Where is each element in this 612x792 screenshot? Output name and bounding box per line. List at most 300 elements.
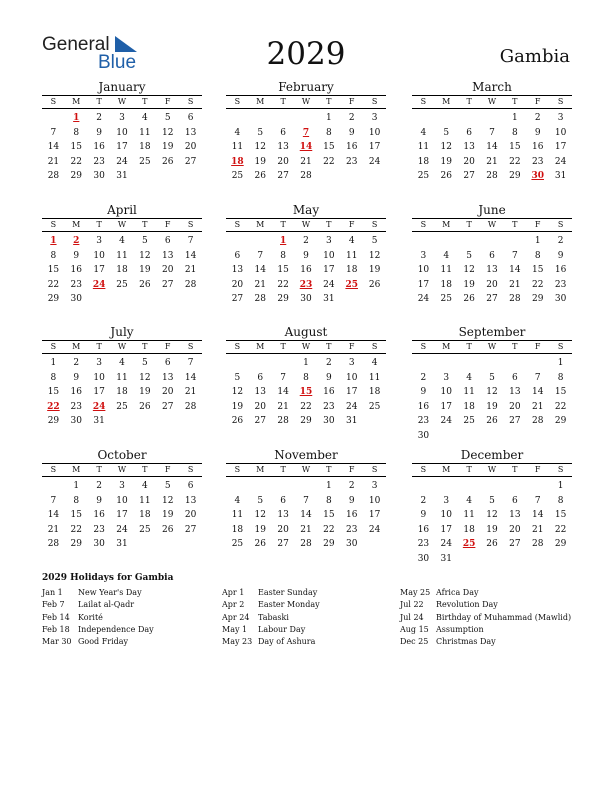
weekday-label: F [164,465,171,474]
day-empty [503,234,526,249]
day: 13 [486,265,498,275]
holiday-date: Aug 15 [400,624,429,634]
month-december [412,447,572,566]
day: 27 [184,524,197,535]
day: 18 [231,524,244,535]
day: 23 [93,156,105,167]
holiday-day: 22 [47,401,60,412]
day: 25 [440,294,452,304]
day: 5 [371,236,378,246]
day: 16 [323,387,335,397]
weekday-label: T [142,465,148,474]
holiday-name: Easter Sunday [258,588,318,597]
weekday-label: F [164,220,171,229]
day: 22 [323,524,335,535]
day: 21 [184,265,197,275]
day: 3 [443,372,450,383]
weekday-label: S [557,220,564,229]
day: 27 [161,279,174,290]
month-february [226,79,386,184]
day: 6 [280,495,286,506]
day: 29 [277,294,289,304]
day: 4 [348,236,355,246]
month-january [42,79,202,184]
holiday-date: Feb 18 [42,624,70,634]
day: 16 [554,265,567,275]
day: 11 [368,372,381,383]
day: 29 [554,416,567,426]
day: 28 [531,416,544,426]
calendar-year: 2029 [266,36,346,72]
day: 19 [161,142,174,152]
day: 16 [93,510,105,520]
day: 1 [73,481,80,491]
day: 10 [417,265,430,275]
holiday-day: 2 [73,236,80,246]
day: 22 [70,156,82,167]
day: 26 [254,539,266,549]
day-empty [526,479,549,494]
day: 5 [257,127,264,138]
day: 13 [277,510,289,520]
day: 13 [509,510,521,520]
month-march [412,79,572,184]
holiday-column [42,587,154,648]
day: 20 [161,265,174,275]
day: 13 [277,142,289,152]
day: 20 [254,401,266,412]
day: 6 [489,250,495,261]
day: 27 [231,294,244,304]
day: 11 [139,495,151,506]
weekday-label: F [348,465,355,474]
day: 28 [300,539,312,549]
day: 21 [277,401,289,412]
day: 11 [463,387,475,397]
weekday-label: S [50,465,57,474]
day: 11 [463,510,475,520]
day: 26 [486,539,498,549]
weekday-label: F [164,342,171,351]
day: 26 [161,156,174,167]
day: 14 [300,510,312,520]
weekday-label: M [72,465,81,474]
holiday-day: 1 [280,236,287,246]
holiday-day: 7 [302,127,310,138]
day-grid [226,111,386,184]
day: 13 [463,142,475,152]
day: 26 [463,294,475,304]
holiday-name: Birthday of Muhammad (Mawlid) [436,612,572,622]
day: 28 [509,294,521,304]
weekday-label: M [72,342,81,351]
day: 2 [96,113,102,123]
month-august [226,324,386,429]
day: 8 [73,495,80,506]
weekday-label: T [326,220,332,229]
day: 16 [93,142,105,152]
weekday-label: F [348,220,355,229]
day: 21 [300,156,312,167]
weekday-label: S [50,220,57,229]
day-empty [412,479,435,494]
day: 19 [486,401,498,412]
day: 13 [184,127,197,138]
month-may [226,202,386,307]
day: 25 [231,171,244,181]
day: 25 [368,401,381,412]
month-november [226,447,386,552]
day: 28 [47,539,60,549]
holiday-name: Easter Monday [258,600,320,610]
day: 6 [511,372,518,383]
day: 7 [534,495,541,506]
day: 21 [184,387,197,397]
day: 7 [50,495,57,506]
day: 30 [417,430,430,441]
day: 8 [280,250,286,261]
holiday-name: Day of Ashura [258,637,316,647]
day: 14 [184,372,197,383]
holiday-date: Jan 1 [42,588,63,597]
weekday-label: M [442,220,451,229]
day: 4 [234,495,241,506]
day: 24 [116,524,128,535]
weekday-label: W [487,220,497,229]
weekday-label: M [442,342,451,351]
day: 21 [254,279,266,290]
weekday-label: W [117,220,127,229]
day: 9 [420,387,427,397]
day: 25 [116,401,128,412]
day-empty [435,111,458,126]
weekday-header [226,95,386,109]
day-empty [272,111,295,126]
day: 26 [486,416,498,426]
day-empty [458,111,481,126]
holiday-date: Dec 25 [400,637,429,647]
day: 3 [325,236,332,246]
day: 26 [368,279,381,290]
day-empty [458,356,481,371]
day: 25 [231,539,244,549]
day: 28 [531,539,544,549]
day: 17 [368,142,381,152]
weekday-label: M [256,465,265,474]
day: 14 [486,142,498,152]
weekday-label: S [50,97,57,106]
day: 25 [116,279,128,290]
day: 19 [440,156,452,167]
day: 8 [511,127,518,138]
month-title: December [460,448,524,462]
day: 12 [486,510,498,520]
holiday-day: 30 [531,171,544,181]
day: 29 [509,171,521,181]
day: 5 [257,495,264,506]
weekday-label: W [301,220,311,229]
day: 2 [73,358,80,368]
day: 7 [280,372,286,383]
holiday-item [42,636,154,648]
weekday-label: S [187,220,194,229]
day: 1 [325,113,332,123]
day: 18 [116,387,128,397]
day: 11 [231,510,244,520]
weekday-label: S [371,342,378,351]
day: 12 [368,250,381,261]
weekday-label: W [117,97,127,106]
day: 27 [184,156,197,167]
holiday-name: Africa Day [436,588,479,597]
day: 13 [161,250,174,261]
day: 21 [486,156,498,167]
day: 12 [486,387,498,397]
weekday-label: T [96,465,102,474]
holiday-day: 1 [73,113,80,123]
day: 22 [47,279,60,290]
day: 25 [463,416,475,426]
day: 21 [531,401,544,412]
weekday-label: F [534,220,541,229]
day: 13 [254,387,266,397]
day: 14 [531,387,544,397]
day: 13 [161,372,174,383]
weekday-label: T [326,342,332,351]
day: 4 [234,127,241,138]
day: 31 [93,416,105,426]
holiday-name: Revolution Day [436,600,498,610]
weekday-label: W [117,342,127,351]
weekday-label: S [234,465,241,474]
day-empty [435,356,458,371]
day: 24 [368,156,381,167]
day-empty [226,111,249,126]
day: 1 [325,481,332,491]
weekday-label: T [466,97,472,106]
day: 29 [300,416,312,426]
day: 9 [96,127,102,138]
day: 28 [184,401,197,412]
day: 8 [534,250,541,261]
day: 4 [420,127,427,138]
day: 22 [554,401,567,412]
holiday-list [42,573,582,647]
day-empty [249,234,272,249]
day: 25 [139,524,151,535]
day-empty [249,479,272,494]
weekday-label: T [96,342,102,351]
holiday-date: May 23 [222,637,253,647]
day: 18 [345,265,358,275]
weekday-label: S [371,220,378,229]
day: 17 [368,510,381,520]
day: 4 [371,358,378,368]
day-empty [249,111,272,126]
weekday-label: S [371,465,378,474]
day: 4 [119,358,125,368]
day: 1 [534,236,541,246]
day: 21 [47,524,60,535]
day-empty [412,111,435,126]
holiday-item [222,612,320,624]
weekday-label: T [96,97,102,106]
day: 19 [368,265,381,275]
day: 20 [509,524,521,535]
day: 6 [466,127,472,138]
weekday-label: T [96,220,102,229]
day: 2 [348,113,355,123]
holiday-day: 1 [50,236,57,246]
weekday-label: S [420,97,427,106]
day: 13 [509,387,521,397]
day-empty [295,479,318,494]
holiday-name: Tabaski [258,612,289,622]
day: 23 [323,401,335,412]
day: 20 [509,401,521,412]
weekday-label: S [557,97,564,106]
day: 4 [443,250,450,261]
day: 24 [554,156,567,167]
holiday-date: Mar 30 [42,637,72,647]
day: 10 [368,127,381,138]
holiday-date: Feb 7 [42,600,65,610]
holiday-name: New Year's Day [78,588,142,597]
day: 14 [531,510,544,520]
day: 24 [323,279,335,290]
day: 20 [231,279,244,290]
holiday-date: Jul 24 [400,612,424,622]
day: 3 [557,113,564,123]
day: 2 [303,236,309,246]
day: 22 [554,524,567,535]
day: 3 [96,236,102,246]
day: 17 [440,401,452,412]
weekday-label: W [301,97,311,106]
day-grid [226,234,386,307]
holiday-name: Christmas Day [436,637,496,647]
holiday-item [222,636,320,648]
weekday-header [42,463,202,477]
day: 5 [141,358,148,368]
day: 27 [161,401,174,412]
day: 31 [554,171,567,181]
day: 22 [70,524,82,535]
day: 29 [70,539,82,549]
weekday-label: F [348,97,355,106]
day: 15 [323,142,335,152]
day: 7 [187,358,194,368]
day: 23 [531,156,544,167]
day: 8 [325,495,332,506]
weekday-label: T [280,220,286,229]
day: 23 [345,156,358,167]
day: 24 [368,524,381,535]
weekday-label: M [256,342,265,351]
day: 7 [511,250,518,261]
day: 30 [93,539,105,549]
day: 30 [554,294,567,304]
day: 5 [141,236,148,246]
weekday-header [226,463,386,477]
holiday-list-title: 2029 Holidays for Gambia [42,573,174,583]
day: 3 [443,495,450,506]
day: 12 [463,265,475,275]
day-grid [226,356,386,429]
month-title: November [274,448,338,462]
weekday-label: M [72,220,81,229]
day: 22 [323,156,335,167]
day-empty [272,479,295,494]
weekday-header [412,340,572,354]
day: 3 [420,250,427,261]
day: 30 [70,294,82,304]
weekday-label: S [420,465,427,474]
month-title: April [107,203,137,217]
day: 25 [417,171,430,181]
month-title: June [478,203,506,217]
day: 7 [303,495,309,506]
weekday-label: W [117,465,127,474]
holiday-day: 24 [92,279,106,290]
weekday-label: S [187,342,194,351]
day: 18 [139,142,151,152]
day: 15 [70,510,82,520]
holiday-name: Assumption [436,624,484,634]
day-grid [412,356,572,443]
day-empty [435,234,458,249]
day: 19 [161,510,174,520]
day: 15 [509,142,521,152]
day-empty [42,111,65,126]
holiday-item [400,624,571,636]
day: 3 [119,113,125,123]
day: 31 [345,416,358,426]
holiday-item [222,599,320,611]
holiday-item [42,587,154,599]
day: 6 [187,481,194,491]
day: 17 [440,524,452,535]
day: 5 [164,113,171,123]
day: 19 [231,401,244,412]
day: 1 [303,358,309,368]
holiday-name: Independence Day [78,624,154,634]
weekday-label: T [142,97,148,106]
day-grid [42,234,202,307]
day-empty [226,479,249,494]
day: 19 [463,279,475,290]
day: 3 [371,481,378,491]
day: 28 [300,171,312,181]
weekday-label: W [301,342,311,351]
weekday-label: F [534,342,541,351]
day: 14 [277,387,289,397]
weekday-label: S [420,220,427,229]
day: 7 [534,372,541,383]
day-grid [226,479,386,552]
day: 11 [231,142,244,152]
day: 4 [141,113,148,123]
weekday-label: F [164,97,171,106]
day: 9 [534,127,541,138]
weekday-label: T [326,97,332,106]
day-empty [458,234,481,249]
holiday-column [222,587,320,648]
day: 10 [368,495,381,506]
day: 24 [440,416,452,426]
day: 27 [277,171,289,181]
day: 2 [325,358,332,368]
